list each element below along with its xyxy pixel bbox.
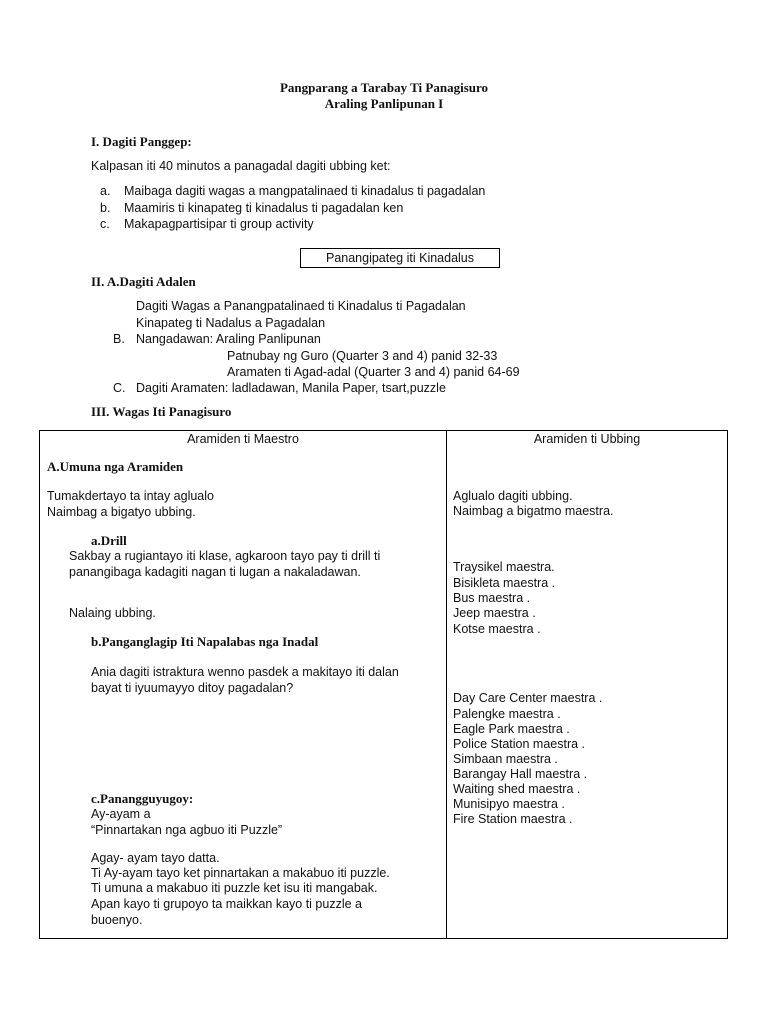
teacher-line: Apan kayo ti grupoyo ta maikkan kayo ti puzzle a: [91, 897, 362, 911]
student-line: Naimbag a bigatmo maestra.: [453, 504, 614, 518]
student-line: Aglualo dagiti ubbing.: [453, 489, 573, 503]
reference-label: Nangadawan: Araling Panlipunan: [136, 332, 321, 346]
objective-marker: b.: [100, 201, 111, 215]
student-line: Munisipyo maestra .: [453, 797, 565, 811]
student-line: Bus maestra .: [453, 591, 531, 605]
reference-line: Aramaten ti Agad-adal (Quarter 3 and 4) panid 64-69: [227, 365, 520, 379]
motivation-heading: c.Panangguyugoy:: [91, 791, 194, 806]
teacher-line: bayat ti iyuumayyo ditoy pagadalan?: [91, 681, 294, 695]
section-2-heading: II. A.Dagiti Adalen: [91, 274, 196, 289]
student-line: Palengke maestra .: [453, 707, 561, 721]
teacher-line: Ti Ay-ayam tayo ket pinnartakan a makabuo iti puzzle.: [91, 866, 390, 880]
student-line: Eagle Park maestra .: [453, 722, 570, 736]
topic-line: Kinapateg ti Nadalus a Pagadalan: [136, 316, 326, 330]
student-line: Jeep maestra .: [453, 606, 536, 620]
objective-marker: a.: [100, 184, 111, 198]
section-1-intro: Kalpasan iti 40 minutos a panagadal dagiti ubbing ket:: [91, 159, 391, 173]
teacher-line: buoenyo.: [91, 913, 143, 927]
teacher-column-header: Aramiden ti Maestro: [187, 432, 299, 446]
reference-marker: B.: [113, 332, 125, 346]
teacher-line: Sakbay a rugiantayo iti klase, agkaroon tayo pay ti drill ti: [69, 549, 381, 563]
student-line: Traysikel maestra.: [453, 560, 555, 574]
student-line: Police Station maestra .: [453, 737, 586, 751]
review-heading: b.Panganglagip Iti Napalabas nga Inadal: [91, 634, 319, 649]
student-line: Waiting shed maestra .: [453, 782, 581, 796]
teacher-line: panangibaga kadagiti nagan ti lugan a nakaladawan.: [69, 565, 361, 579]
teacher-line: Agay- ayam tayo datta.: [91, 851, 220, 865]
reference-line: Patnubay ng Guro (Quarter 3 and 4) panid 32-33: [227, 349, 498, 363]
teacher-line: Ti umuna a makabuo iti puzzle ket isu iti mangabak.: [91, 881, 378, 895]
student-line: Kotse maestra .: [453, 622, 541, 636]
student-line: Simbaan maestra .: [453, 752, 558, 766]
teacher-line: “Pinnartakan nga agbuo iti Puzzle”: [91, 823, 283, 837]
materials-label: Dagiti Aramaten: ladladawan, Manila Paper, tsart,puzzle: [136, 381, 446, 395]
objective-text: Makapagpartisipar ti group activity: [124, 217, 314, 231]
value-box: Panangipateg iti Kinadalus: [300, 248, 500, 268]
objective-text: Maibaga dagiti wagas a mangpatalinaed ti kinadalus ti pagadalan: [124, 184, 486, 198]
section-3-heading: III. Wagas Iti Panagisuro: [91, 404, 232, 419]
document-title: Pangparang a Tarabay Ti Panagisuro: [279, 80, 489, 95]
student-line: Bisikleta maestra .: [453, 576, 556, 590]
student-line: Barangay Hall maestra .: [453, 767, 588, 781]
student-line: Day Care Center maestra .: [453, 691, 603, 705]
student-line: Fire Station maestra .: [453, 812, 573, 826]
drill-heading: a.Drill: [91, 533, 127, 548]
section-1-heading: I. Dagiti Panggep:: [91, 134, 192, 149]
part-a-heading: A.Umuna nga Aramiden: [47, 459, 184, 474]
document-subtitle: Araling Panlipunan I: [324, 96, 444, 111]
teacher-line: Nalaing ubbing.: [69, 606, 156, 620]
materials-marker: C.: [113, 381, 126, 395]
objective-text: Maamiris ti kinapateg ti kinadalus ti pagadalan ken: [124, 201, 404, 215]
objective-marker: c.: [100, 217, 110, 231]
teacher-line: Naimbag a bigatyo ubbing.: [47, 505, 196, 519]
teacher-line: Tumakdertayo ta intay aglualo: [47, 489, 214, 503]
table-column-divider: [446, 430, 447, 939]
student-column-header: Aramiden ti Ubbing: [533, 432, 641, 446]
teacher-line: Ania dagiti istraktura wenno pasdek a makitayo iti dalan: [91, 665, 399, 679]
topic-line: Dagiti Wagas a Panangpatalinaed ti Kinadalus ti Pagadalan: [136, 299, 466, 313]
teacher-line: Ay-ayam a: [91, 807, 151, 821]
